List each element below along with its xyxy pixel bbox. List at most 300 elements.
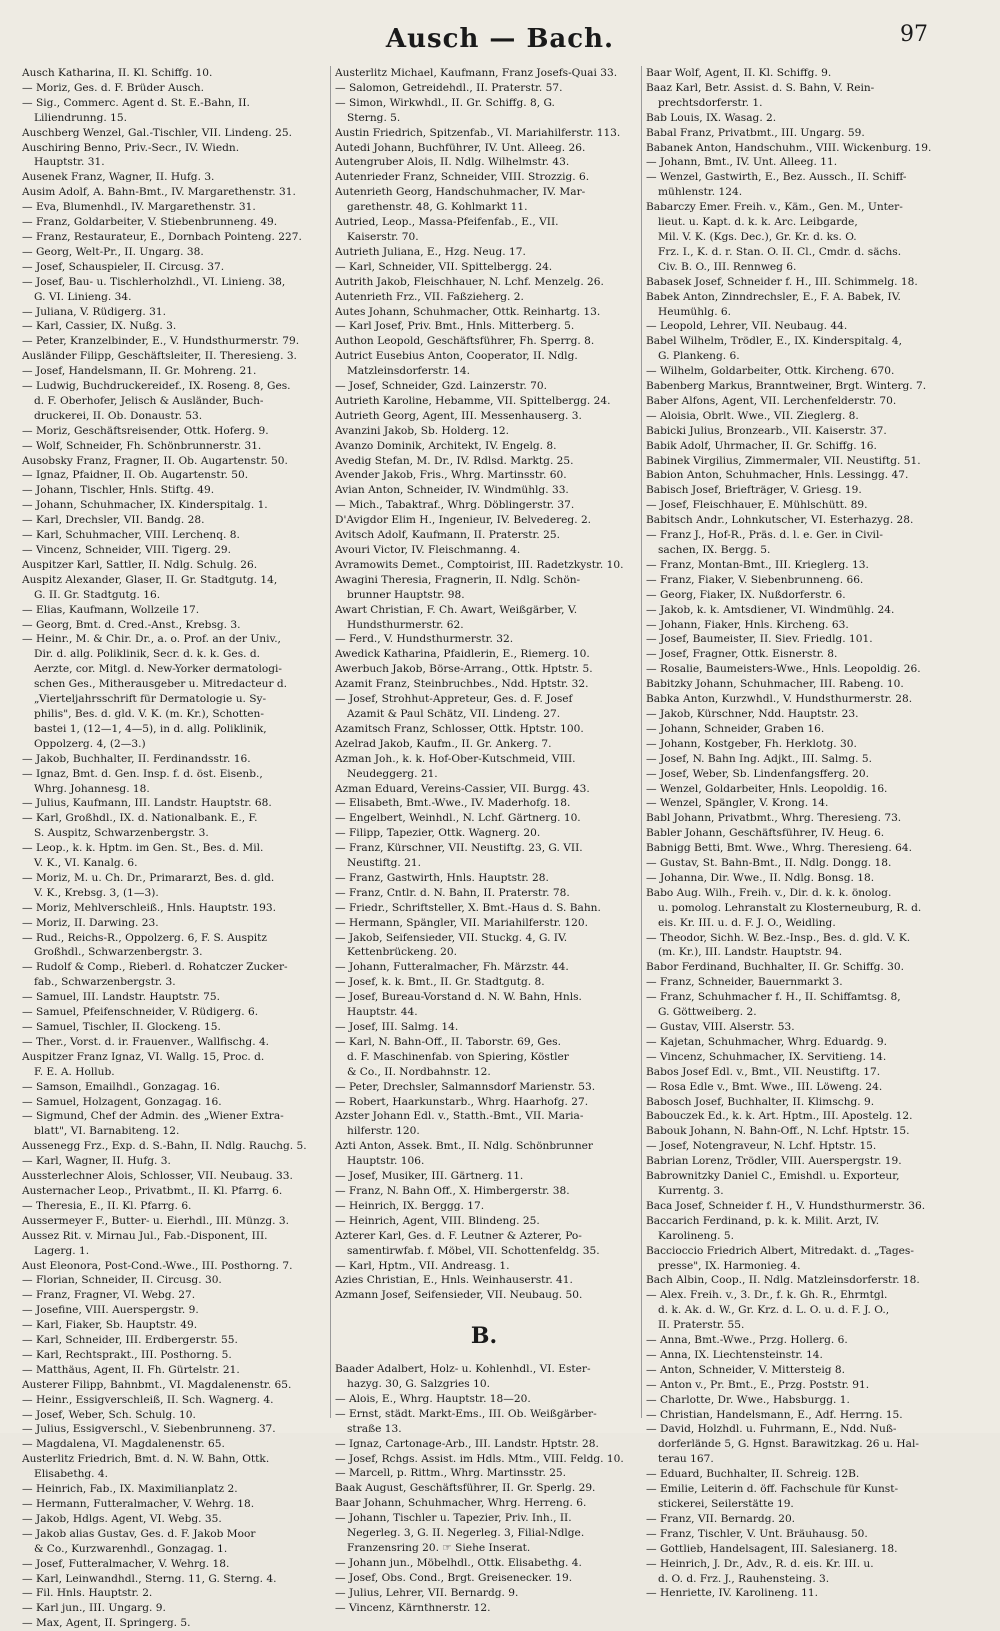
- directory-entry: — Karl, Großhdl., IX. d. Nationalbank. E., F.: [22, 812, 258, 825]
- directory-entry: — Karl, Fiaker, Sb. Hauptstr. 49.: [22, 1319, 198, 1332]
- directory-entry: Mil. V. K. (Kgs. Dec.), Gr. Kr. d. ks. O.: [658, 230, 857, 243]
- directory-entry: Ausim Adolf, A. Bahn-Bmt., IV. Margarethenstr. 31.: [22, 186, 296, 199]
- directory-entry: Babik Adolf, Uhrmacher, II. Gr. Schiffg. 16.: [646, 439, 877, 452]
- directory-entry: Baccarich Ferdinand, p. k. k. Milit. Arzt, IV.: [646, 1214, 880, 1227]
- directory-entry: — Wolf, Schneider, Fh. Schönbrunnerstr. 31.: [22, 439, 262, 452]
- directory-entry: Babisch Josef, Briefträger, V. Griesg. 19.: [646, 484, 862, 497]
- directory-entry: — Samson, Emailhdl., Gonzagag. 16.: [22, 1080, 220, 1093]
- directory-entry: G. VI. Linieng. 34.: [34, 290, 132, 303]
- directory-entry: — Anton, Schneider, V. Mittersteig 8.: [646, 1363, 846, 1376]
- directory-entry: — Simon, Wirkwhdl., II. Gr. Schiffg. 8, G.: [335, 96, 555, 109]
- directory-entry: Whrg. Johannesg. 18.: [34, 782, 150, 795]
- directory-entry: Azamit Franz, Steinbruchbes., Ndd. Hptstr. 32.: [335, 678, 589, 691]
- directory-entry: — Karl, Schneider, III. Erdbergerstr. 55.: [22, 1334, 238, 1347]
- directory-entry: Babitsch Andr., Lohnkutscher, VI. Esterhazyg. 28.: [646, 514, 914, 527]
- directory-entry: — Ludwig, Buchdruckereidef., IX. Roseng. 8, Ges.: [22, 380, 291, 393]
- directory-entry: — Josef, Fragner, Ottk. Eisnerstr. 8.: [646, 648, 838, 661]
- directory-entry: — Johann, Schuhmacher, IX. Kinderspitalg. 1.: [22, 499, 268, 512]
- directory-entry: — Jakob, k. k. Amtsdiener, VI. Windmühlg. 24.: [646, 603, 895, 616]
- directory-entry: u. pomolog. Lehranstalt zu Klosterneuburg, R. d.: [658, 901, 922, 914]
- directory-entry: — Moriz, M. u. Ch. Dr., Primararzt, Bes. d. gld.: [22, 871, 275, 884]
- directory-entry: — Vincenz, Schneider, VIII. Tigerg. 29.: [22, 544, 232, 556]
- directory-entry: Avouri Victor, IV. Fleischmanng. 4.: [335, 544, 521, 556]
- directory-entry: — Julius, Kaufmann, III. Landstr. Hauptstr. 68.: [22, 797, 272, 810]
- directory-entry: — Georg, Welt-Pr., II. Ungarg. 38.: [22, 245, 204, 258]
- directory-entry: — Johann, Futteralmacher, Fh. Märzstr. 44.: [335, 961, 569, 974]
- directory-entry: Babel Wilhelm, Trödler, E., IX. Kinderspitalg. 4,: [646, 335, 902, 348]
- directory-entry: — Franz, Kürschner, VII. Neustiftg. 23, G. VII.: [335, 842, 583, 855]
- directory-entry: — Moriz, Ges. d. F. Brüder Ausch.: [22, 81, 204, 94]
- directory-entry: — Engelbert, Weinhdl., N. Lchf. Gärtnerg. 10.: [335, 812, 581, 825]
- directory-entry: — Franz, Restaurateur, E., Dornbach Pointeng. 227.: [22, 230, 302, 243]
- directory-entry: — Samuel, Tischler, II. Glockeng. 15.: [22, 1021, 221, 1033]
- directory-entry: Babor Ferdinand, Buchhalter, II. Gr. Schiffg. 30.: [646, 961, 904, 974]
- directory-entry: lieut. u. Kapt. d. k. k. Arc. Leibgarde,: [658, 216, 858, 229]
- directory-entry: bastei 1, (12—1, 4—5), in d. allg. Poliklinik,: [34, 722, 267, 735]
- directory-entry: Azman Joh., k. k. Hof-Ober-Kutschmeid, VIII.: [335, 752, 576, 765]
- directory-entry: V. K., Krebsg. 3, (1—3).: [34, 886, 159, 899]
- directory-entry: — Franz, Goldarbeiter, V. Stiebenbrunneng. 49.: [22, 216, 278, 229]
- directory-entry: — Ignaz, Pfaidner, II. Ob. Augartenstr. 50.: [22, 469, 249, 482]
- directory-entry: — Franz, Schuhmacher f. H., II. Schiffamtsg. 8,: [646, 991, 901, 1004]
- directory-entry: hazyg. 30, G. Salzgries 10.: [347, 1378, 490, 1391]
- directory-entry: Austerlitz Michael, Kaufmann, Franz Josefs-Quai 33.: [335, 67, 618, 79]
- directory-entry: Austernacher Leop., Privatbmt., II. Kl. Pfarrg. 6.: [22, 1184, 283, 1197]
- directory-entry: & Co., Kurzwarenhdl., Gonzagag. 1.: [34, 1542, 228, 1555]
- directory-entry: — Charlotte, Dr. Wwe., Habsburgg. 1.: [646, 1393, 850, 1406]
- directory-entry: — Heinrich, IX. Berggg. 17.: [335, 1199, 485, 1212]
- directory-entry: — Jakob, Seifensieder, VII. Stuckg. 4, G. IV.: [335, 931, 568, 944]
- directory-entry: Ausenek Franz, Wagner, II. Hufg. 3.: [22, 171, 215, 184]
- directory-entry: — Josefine, VIII. Auerspergstr. 9.: [22, 1304, 199, 1317]
- directory-entry: Aerzte, cor. Mitgl. d. New-Yorker dermatologi-: [34, 663, 282, 676]
- directory-entry: Baaz Karl, Betr. Assist. d. S. Bahn, V. Rein-: [646, 81, 875, 94]
- directory-entry: Autrieth Juliana, E., Hzg. Neug. 17.: [335, 245, 526, 258]
- column-3: [641, 66, 972, 1600]
- directory-entry: II. Praterstr. 55.: [658, 1319, 745, 1332]
- directory-entry: Ausländer Filipp, Geschäftsleiter, II. Theresieng. 3.: [22, 350, 297, 363]
- directory-entry: Azti Anton, Assek. Bmt., II. Ndlg. Schönbrunner: [335, 1140, 593, 1153]
- directory-entry: V. K., VI. Kanalg. 6.: [34, 857, 138, 870]
- directory-entry: — Jakob, Hdlgs. Agent, VI. Webg. 35.: [22, 1512, 222, 1525]
- directory-entry: Azamit & Paul Schätz, VII. Lindeng. 27.: [347, 707, 561, 720]
- directory-entry: — Johann, Tischler u. Tapezier, Priv. Inh., II.: [335, 1512, 572, 1525]
- directory-entry: Ausobsky Franz, Fragner, II. Ob. Augartenstr. 50.: [22, 454, 288, 467]
- directory-entry: — Josef, Handelsmann, II. Gr. Mohreng. 21.: [22, 365, 257, 378]
- directory-entry: Awedick Katharina, Pfaidlerin, E., Riemerg. 10.: [335, 648, 590, 661]
- directory-entry: — Wenzel, Spängler, V. Krong. 14.: [646, 797, 829, 810]
- directory-entry: — Ernst, städt. Markt-Ems., III. Ob. Weißgärber-: [335, 1407, 597, 1420]
- directory-entry: — Josef, Bureau-Vorstand d. N. W. Bahn, Hnls.: [335, 991, 582, 1004]
- directory-entry: — Magdalena, VI. Magdalenenstr. 65.: [22, 1438, 225, 1451]
- directory-entry: Azterer Karl, Ges. d. F. Leutner & Azterer, Po-: [335, 1229, 582, 1242]
- directory-entry: — Jakob alias Gustav, Ges. d. F. Jakob Moor: [22, 1527, 256, 1540]
- directory-entry: Babarczy Emer. Freih. v., Käm., Gen. M., Unter-: [646, 201, 903, 214]
- directory-entry: — Karl, N. Bahn-Off., II. Taborstr. 69, Ges.: [335, 1035, 561, 1048]
- directory-entry: Hauptstr. 44.: [347, 1006, 418, 1019]
- directory-entry: Neudeggerg. 21.: [347, 767, 438, 780]
- directory-entry: Auspitz Alexander, Glaser, II. Gr. Stadtgutg. 14,: [22, 573, 278, 586]
- directory-entry: Avedig Stefan, M. Dr., IV. Rdlsd. Marktg. 25.: [335, 454, 574, 467]
- directory-entry: — Leopold, Lehrer, VII. Neubaug. 44.: [646, 320, 848, 333]
- directory-entry: Azelrad Jakob, Kaufm., II. Gr. Ankerg. 7.: [335, 737, 552, 750]
- directory-entry: Babek Anton, Zinndrechsler, E., F. A. Babek, IV.: [646, 290, 901, 303]
- directory-entry: Baar Johann, Schuhmacher, Whrg. Herreng. 6.: [335, 1497, 587, 1510]
- directory-entry: brunner Hauptstr. 98.: [347, 588, 465, 601]
- directory-entry: — Josef, Notengraveur, N. Lchf. Hptstr. 15.: [646, 1140, 877, 1153]
- directory-entry: Azies Christian, E., Hnls. Weinhauserstr. 41.: [335, 1274, 573, 1287]
- directory-entry: — Josef, Schneider, Gzd. Lainzerstr. 70.: [335, 380, 547, 393]
- directory-entry: Kurrentg. 3.: [658, 1184, 724, 1197]
- directory-entry: Authon Leopold, Geschäftsführer, Fh. Sperrg. 8.: [335, 335, 595, 348]
- directory-entry: — Rosalie, Baumeisters-Wwe., Hnls. Leopoldig. 26.: [646, 663, 921, 676]
- directory-entry: mühlenstr. 124.: [658, 186, 743, 199]
- directory-entry: — Samuel, Holzagent, Gonzagag. 16.: [22, 1095, 222, 1108]
- column-2: [330, 66, 633, 1614]
- directory-entry: Baader Adalbert, Holz- u. Kohlenhdl., VI. Ester-: [335, 1363, 591, 1376]
- directory-entry: — Josef, k. k. Bmt., II. Gr. Stadtgutg. 8.: [335, 976, 545, 989]
- directory-entry: Awart Christian, F. Ch. Awart, Weißgärber, V.: [335, 603, 578, 616]
- directory-entry: — Josef, Musiker, III. Gärtnerg. 11.: [335, 1170, 524, 1183]
- directory-entry: — Johann, Tischler, Hnls. Stiftg. 49.: [22, 484, 215, 497]
- directory-entry: Austerlitz Friedrich, Bmt. d. N. W. Bahn, Ottk.: [22, 1453, 270, 1466]
- directory-entry: — Friedr., Schriftsteller, X. Bmt.-Haus d. S. Bahn.: [335, 901, 601, 914]
- directory-entry: Oppolzerg. 4, (2—3.): [34, 737, 146, 750]
- directory-entry: Karolineng. 5.: [658, 1229, 734, 1242]
- directory-entry: — Sig., Commerc. Agent d. St. E.-Bahn, II.: [22, 96, 250, 109]
- directory-entry: — Josef, Fleischhauer, E. Mühlschütt. 89.: [646, 499, 868, 512]
- directory-entry: — Theodor, Sichh. W. Bez.-Insp., Bes. d. gld. V. K.: [646, 931, 911, 944]
- directory-entry: Aussez Rit. v. Mirnau Jul., Fab.-Disponent, III.: [22, 1229, 268, 1242]
- directory-entry: — Gottlieb, Handelsagent, III. Salesianerg. 18.: [646, 1542, 898, 1555]
- directory-entry: — Heinrich, J. Dr., Adv., R. d. eis. Kr. III. u.: [646, 1557, 874, 1570]
- directory-entry: — Josef, Obs. Cond., Brgt. Greisenecker. 19.: [335, 1571, 573, 1584]
- directory-entry: — Alois, E., Whrg. Hauptstr. 18—20.: [335, 1392, 531, 1405]
- directory-entry: — Mich., Tabaktraf., Whrg. Döblingerstr. 37.: [335, 499, 575, 512]
- directory-entry: Babion Anton, Schuhmacher, Hnls. Lessingg. 47.: [646, 469, 909, 482]
- directory-entry: — Franz, N. Bahn Off., X. Himbergerstr. 38.: [335, 1184, 570, 1197]
- directory-entry: Babouk Johann, N. Bahn-Off., N. Lchf. Hptstr. 15.: [646, 1125, 910, 1138]
- directory-entry: Autes Johann, Schuhmacher, Ottk. Reinhartg. 13.: [335, 305, 601, 318]
- directory-entry: — Ignaz, Cartonage-Arb., III. Landstr. Hptstr. 28.: [335, 1437, 599, 1450]
- directory-entry: — Franz, Gastwirth, Hnls. Hauptstr. 28.: [335, 871, 549, 884]
- directory-entry: fab., Schwarzenbergstr. 3.: [34, 976, 176, 989]
- directory-entry: samentirwfab. f. Möbel, VII. Schottenfeldg. 35.: [347, 1244, 600, 1257]
- directory-entry: Neustiftg. 21.: [347, 857, 421, 870]
- directory-entry: — Karl, Rechtsprakt., III. Posthorng. 5.: [22, 1348, 232, 1361]
- directory-entry: Hauptstr. 106.: [347, 1155, 425, 1168]
- directory-entry: Babouczek Ed., k. k. Art. Hptm., III. Apostelg. 12.: [646, 1110, 913, 1123]
- directory-entry: — Peter, Kranzelbinder, E., V. Hundsthurmerstr. 79.: [22, 335, 300, 348]
- directory-entry: Matzleinsdorferstr. 14.: [347, 365, 470, 378]
- directory-entry: — Georg, Fiaker, IX. Nußdorferstr. 6.: [646, 588, 846, 601]
- directory-entry: — Ferd., V. Hundsthurmerstr. 32.: [335, 633, 514, 646]
- directory-entry: sachen, IX. Bergg. 5.: [658, 544, 771, 556]
- directory-entry: — Heinrich, Fab., IX. Maximilianplatz 2.: [22, 1483, 238, 1496]
- directory-entry: Azman Eduard, Vereins-Cassier, VII. Burgg. 43.: [335, 782, 590, 795]
- directory-entry: — Franz, VII. Bernardg. 20.: [646, 1512, 796, 1525]
- directory-entry: blatt", VI. Barnabiteng. 12.: [34, 1125, 180, 1138]
- directory-entry: Hundsthurmerstr. 62.: [347, 618, 464, 631]
- directory-entry: — Josef, Strohhut-Appreteur, Ges. d. F. Josef: [335, 693, 573, 706]
- directory-entry: Hauptstr. 31.: [34, 156, 105, 169]
- directory-entry: — Peter, Drechsler, Salmannsdorf Marienstr. 53.: [335, 1080, 596, 1093]
- directory-entry: Babrian Lorenz, Trödler, VIII. Auerspergstr. 19.: [646, 1155, 902, 1168]
- directory-entry: Civ. B. O., III. Rennweg 6.: [658, 260, 797, 273]
- directory-entry: — Robert, Haarkunstarb., Whrg. Haarhofg. 27.: [335, 1095, 589, 1108]
- directory-entry: Baak August, Geschäftsführer, II. Gr. Sperlg. 29.: [335, 1482, 596, 1495]
- directory-entry: Baca Josef, Schneider f. H., V. Hundsthurmerstr. 36.: [646, 1199, 926, 1212]
- directory-entry: — Samuel, III. Landstr. Hauptstr. 75.: [22, 991, 220, 1004]
- directory-entry: — Hermann, Spängler, VII. Mariahilferstr. 120.: [335, 916, 588, 929]
- directory-entry: — Rosa Edle v., Bmt. Wwe., III. Löweng. 24.: [646, 1080, 883, 1093]
- directory-entry: Baber Alfons, Agent, VII. Lerchenfelderstr. 70.: [646, 394, 897, 407]
- page-number: 97: [900, 22, 928, 47]
- directory-entry: Kaiserstr. 70.: [347, 230, 419, 243]
- page-header: [0, 18, 1000, 62]
- directory-entry: Frz. I., K. d. r. Stan. O. II. Cl., Cmdr. d. sächs.: [658, 245, 902, 258]
- directory-entry: Babl Johann, Privatbmt., Whrg. Theresieng. 73.: [646, 812, 902, 825]
- directory-entry: — Johanna, Dir. Wwe., II. Ndlg. Bonsg. 18.: [646, 871, 875, 884]
- directory-entry: Aussterlechner Alois, Schlosser, VII. Neubaug. 33.: [22, 1170, 293, 1183]
- directory-entry: — Karl, Hptm., VII. Andreasg. 1.: [335, 1259, 510, 1272]
- directory-entry: — Anna, IX. Liechtensteinstr. 14.: [646, 1348, 823, 1361]
- directory-entry: Autedi Johann, Buchführer, IV. Unt. Alleeg. 26.: [335, 141, 586, 154]
- directory-entry: G. II. Gr. Stadtgutg. 16.: [34, 588, 161, 601]
- directory-entry: Franzensring 20. ☞ Siehe Inserat.: [347, 1542, 531, 1554]
- directory-entry: d. F. Maschinenfab. von Spiering, Köstler: [347, 1050, 569, 1063]
- directory-entry: d. F. Oberhofer, Jelisch & Ausländer, Buch-: [34, 394, 264, 407]
- directory-entry: Auspitzer Karl, Sattler, II. Ndlg. Schulg. 26.: [22, 558, 258, 571]
- directory-columns: [22, 66, 972, 1630]
- directory-entry: Austerer Filipp, Bahnbmt., VI. Magdalenenstr. 65.: [22, 1378, 292, 1391]
- directory-entry: Babler Johann, Geschäftsführer, IV. Heug. 6.: [646, 827, 885, 840]
- directory-entry: — Josef, III. Salmg. 14.: [335, 1021, 459, 1033]
- directory-entry: — Heinr., Essigverschleiß, II. Sch. Wagnerg. 4.: [22, 1393, 274, 1406]
- directory-entry: — Heinr., M. & Chir. Dr., a. o. Prof. an der Univ.,: [22, 633, 281, 646]
- directory-entry: — Franz, Cntlr. d. N. Bahn, II. Praterstr. 78.: [335, 886, 570, 899]
- directory-entry: — Rud., Reichs-R., Oppolzerg. 6, F. S. Auspitz: [22, 931, 268, 944]
- directory-entry: — Henriette, IV. Karolineng. 11.: [646, 1587, 818, 1600]
- directory-entry: schen Ges., Mitherausgeber u. Mitredacteur d.: [34, 678, 288, 691]
- directory-entry: Babal Franz, Privatbmt., III. Ungarg. 59.: [646, 126, 865, 139]
- directory-entry: „Vierteljahrsschrift für Dermatologie u. Sy-: [34, 693, 267, 706]
- directory-entry: Babka Anton, Kurzwhdl., V. Hundsthurmerstr. 28.: [646, 693, 913, 706]
- directory-entry: Avanzini Jakob, Sb. Holderg. 12.: [335, 424, 510, 437]
- directory-entry: Auschiring Benno, Priv.-Secr., IV. Wiedn.: [22, 141, 240, 154]
- directory-entry: Avitsch Adolf, Kaufmann, II. Praterstr. 25.: [335, 529, 560, 542]
- directory-entry: — Kajetan, Schuhmacher, Whrg. Eduardg. 9.: [646, 1035, 887, 1048]
- directory-entry: — Eva, Blumenhdl., IV. Margarethenstr. 31.: [22, 201, 256, 214]
- directory-entry: Avramowits Demet., Comptoirist, III. Radetzkystr. 10.: [335, 558, 624, 571]
- directory-entry: Sterng. 5.: [347, 111, 401, 124]
- directory-entry: terau 167.: [658, 1453, 714, 1466]
- directory-entry: — Theresia, E., II. Kl. Pfarrg. 6.: [22, 1199, 192, 1212]
- directory-entry: — Franz, Fragner, VI. Webg. 27.: [22, 1289, 196, 1302]
- directory-entry: — Elias, Kaufmann, Wollzeile 17.: [22, 603, 200, 616]
- directory-entry: druckerei, II. Ob. Donaustr. 53.: [34, 409, 203, 422]
- directory-entry: — Jakob, Buchhalter, II. Ferdinandsstr. 16.: [22, 752, 251, 765]
- directory-entry: — Moriz, Geschäftsreisender, Ottk. Hoferg. 9.: [22, 424, 269, 437]
- directory-entry: prechtsdorferstr. 1.: [658, 96, 763, 109]
- directory-entry: Azamitsch Franz, Schlosser, Ottk. Hptstr. 100.: [335, 722, 584, 735]
- directory-entry: Babasek Josef, Schneider f. H., III. Schimmelg. 18.: [646, 275, 918, 288]
- directory-entry: — Moriz, Mehlverschleiß., Hnls. Hauptstr. 193.: [22, 901, 276, 914]
- directory-entry: — David, Holzhdl. u. Fuhrmann, E., Ndd. Nuß-: [646, 1423, 897, 1436]
- directory-entry: — Alex. Freih. v., 3. Dr., f. k. Gh. R., Ehrmtgl.: [646, 1289, 888, 1302]
- directory-entry: eis. Kr. III. u. d. F. J. O., Weidling.: [658, 916, 836, 929]
- directory-entry: — Gustav, VIII. Alserstr. 53.: [646, 1021, 795, 1033]
- directory-entry: Babosch Josef, Buchhalter, II. Klimschg. 9.: [646, 1095, 875, 1108]
- directory-entry: — Sigmund, Chef der Admin. des „Wiener Extra-: [22, 1110, 284, 1123]
- directory-entry: — Jakob, Kürschner, Ndd. Hauptstr. 23.: [646, 707, 859, 720]
- directory-entry: Aussermeyer F., Butter- u. Eierhdl., III. Münzg. 3.: [22, 1214, 289, 1227]
- directory-entry: & Co., II. Nordbahnstr. 12.: [347, 1065, 491, 1078]
- directory-entry: Autrith Jakob, Fleischhauer, N. Lchf. Menzelg. 26.: [335, 275, 604, 288]
- directory-entry: — Julius, Essigverschl., V. Siebenbrunneng. 37.: [22, 1423, 276, 1436]
- directory-entry: — Wenzel, Goldarbeiter, Hnls. Leopoldig. 16.: [646, 782, 888, 795]
- directory-entry: Dir. d. allg. Poliklinik, Secr. d. k. k. Ges. d.: [34, 648, 261, 661]
- directory-entry: stickerei, Seilerstätte 19.: [658, 1498, 794, 1510]
- directory-entry: G. Göttweiberg. 2.: [658, 1006, 757, 1019]
- directory-entry: — Christian, Handelsmann, E., Adf. Herrng. 15.: [646, 1408, 903, 1421]
- directory-entry: Awerbuch Jakob, Börse-Arrang., Ottk. Hptstr. 5.: [335, 663, 593, 676]
- directory-entry: — Vincenz, Kärnthnerstr. 12.: [335, 1601, 491, 1614]
- directory-entry: — Ignaz, Bmt. d. Gen. Insp. f. d. öst. Eisenb.,: [22, 767, 263, 780]
- directory-entry: — Elisabeth, Bmt.-Wwe., IV. Maderhofg. 18.: [335, 797, 571, 810]
- directory-entry: — Karl, Cassier, IX. Nußg. 3.: [22, 320, 177, 333]
- directory-entry: — Ther., Vorst. d. ir. Frauenver., Wallfischg. 4.: [22, 1035, 270, 1048]
- directory-entry: Liliendrunng. 15.: [34, 111, 127, 124]
- directory-entry: Babo Aug. Wilh., Freih. v., Dir. d. k. k. önolog.: [646, 886, 892, 899]
- directory-entry: — Karl, Schneider, VII. Spittelbergg. 24.: [335, 260, 553, 273]
- directory-entry: — Karl, Schuhmacher, VIII. Lerchenq. 8.: [22, 529, 240, 542]
- directory-entry: Azster Johann Edl. v., Statth.-Bmt., VII. Maria-: [335, 1110, 584, 1123]
- directory-entry: — Juliana, V. Rüdigerg. 31.: [22, 305, 166, 318]
- directory-entry: Babenberg Markus, Branntweiner, Brgt. Winterg. 7.: [646, 380, 927, 393]
- directory-entry: — Vincenz, Schuhmacher, IX. Servitieng. 14.: [646, 1050, 887, 1063]
- directory-entry: Babnigg Betti, Bmt. Wwe., Whrg. Theresieng. 64.: [646, 842, 912, 855]
- directory-entry: S. Auspitz, Schwarzenbergstr. 3.: [34, 827, 209, 840]
- directory-entry: — Anna, Bmt.-Wwe., Przg. Hollerg. 6.: [646, 1334, 848, 1347]
- directory-entry: — Josef, N. Bahn Ing. Adjkt., III. Salmg. 5.: [646, 752, 872, 765]
- directory-entry: — Wilhelm, Goldarbeiter, Ottk. Kircheng. 670.: [646, 365, 895, 378]
- directory-entry: — Samuel, Pfeifenschneider, V. Rüdigerg. 6.: [22, 1006, 259, 1019]
- directory-entry: Austin Friedrich, Spitzenfab., VI. Mariahilferstr. 113.: [335, 126, 621, 139]
- directory-entry: — Franz, Montan-Bmt., III. Krieglerg. 13.: [646, 558, 869, 571]
- directory-entry: Avian Anton, Schneider, IV. Windmühlg. 33.: [335, 484, 569, 497]
- directory-entry: — Franz, Tischler, V. Unt. Bräuhausg. 50.: [646, 1527, 868, 1540]
- directory-entry: presse", IX. Harmonieg. 4.: [658, 1259, 801, 1272]
- directory-entry: dorferlände 5, G. Hgnst. Barawitzkag. 26 u. Hal-: [658, 1438, 919, 1451]
- directory-entry: philis", Bes. d. gld. V. K. (m. Kr.), Schotten-: [34, 707, 264, 720]
- directory-entry: — Georg, Bmt. d. Cred.-Anst., Krebsg. 3.: [22, 618, 241, 631]
- directory-entry: Autrict Eusebius Anton, Cooperator, II. Ndlg.: [335, 350, 578, 363]
- directory-entry: — Leop., k. k. Hptm. im Gen. St., Bes. d. Mil.: [22, 842, 264, 855]
- directory-entry: — Karl, Drechsler, VII. Bandg. 28.: [22, 514, 205, 527]
- directory-entry: Babicki Julius, Bronzearb., VII. Kaiserstr. 37.: [646, 424, 887, 437]
- directory-entry: Babinek Virgilius, Zimmermaler, VII. Neustiftg. 51.: [646, 454, 921, 467]
- directory-entry: Babrownitzky Daniel C., Emishdl. u. Exporteur,: [646, 1170, 900, 1183]
- directory-entry: Avanzo Dominik, Architekt, IV. Engelg. 8.: [335, 439, 557, 452]
- directory-entry: — Moriz, II. Darwing. 23.: [22, 916, 159, 929]
- directory-entry: Autenrieth Frz., VII. Faßzieherg. 2.: [335, 290, 524, 303]
- directory-entry: garethenstr. 48, G. Kohlmarkt 11.: [347, 201, 528, 214]
- directory-entry: d. O. d. Frz. J., Rauhensteing. 3.: [658, 1572, 830, 1585]
- directory-entry: Babanek Anton, Handschuhm., VIII. Wickenburg. 19.: [646, 141, 932, 154]
- directory-entry: Autried, Leop., Massa-Pfeifenfab., E., VII.: [335, 216, 559, 229]
- directory-entry: D'Avigdor Elim H., Ingenieur, IV. Belvedereg. 2.: [335, 514, 592, 527]
- directory-entry: — Josef, Rchgs. Assist. im Hdls. Mtm., VIII. Feldg. 10.: [335, 1452, 624, 1465]
- directory-entry: — Salomon, Getreidehdl., II. Praterstr. 57.: [335, 81, 563, 94]
- directory-entry: — Franz J., Hof-R., Präs. d. l. e. Ger. in Civil-: [646, 529, 883, 542]
- directory-entry: — Heinrich, Agent, VIII. Blindeng. 25.: [335, 1214, 540, 1227]
- directory-entry: — Gustav, St. Bahn-Bmt., II. Ndlg. Dongg. 18.: [646, 857, 892, 870]
- directory-entry: (m. Kr.), III. Landstr. Hauptstr. 94.: [658, 946, 843, 959]
- directory-entry: Baccioccio Friedrich Albert, Mitredakt. d. „Tages-: [646, 1244, 914, 1257]
- directory-entry: F. E. A. Hollub.: [34, 1065, 115, 1078]
- directory-entry: — Johann, Kostgeber, Fh. Herklotg. 30.: [646, 737, 857, 750]
- directory-entry: d. k. Ak. d. W., Gr. Krz. d. L. O. u. d. F. J. O.,: [658, 1304, 890, 1317]
- directory-entry: — Johann jun., Möbelhdl., Ottk. Elisabethg. 4.: [335, 1556, 582, 1569]
- directory-entry: Ausch Katharina, II. Kl. Schiffg. 10.: [22, 67, 213, 79]
- directory-entry: Elisabethg. 4.: [34, 1468, 109, 1481]
- directory-entry: — Josef, Baumeister, II. Siev. Friedlg. 101.: [646, 633, 873, 646]
- directory-entry: — Josef, Weber, Sb. Lindenfangsfferg. 20.: [646, 767, 869, 780]
- directory-entry: Baar Wolf, Agent, II. Kl. Schiffg. 9.: [646, 67, 832, 79]
- directory-entry: — Johann, Schneider, Graben 16.: [646, 722, 825, 735]
- directory-entry: — Wenzel, Gastwirth, E., Bez. Aussch., II. Schiff-: [646, 171, 907, 184]
- directory-entry: — Rudolf & Comp., Rieberl. d. Rohatczer Zucker-: [22, 961, 288, 974]
- directory-entry: — Franz, Fiaker, V. Siebenbrunneng. 66.: [646, 573, 864, 586]
- directory-entry: — Marcell, p. Rittm., Whrg. Martinsstr. 25.: [335, 1467, 567, 1480]
- directory-entry: hilferstr. 120.: [347, 1125, 420, 1138]
- directory-entry: Auschberg Wenzel, Gal.-Tischler, VII. Lindeng. 25.: [22, 126, 292, 139]
- directory-entry: straße 13.: [347, 1422, 402, 1435]
- directory-entry: — Josef, Futteralmacher, V. Wehrg. 18.: [22, 1557, 230, 1570]
- directory-entry: — Filipp, Tapezier, Ottk. Wagnerg. 20.: [335, 827, 541, 840]
- directory-entry: — Julius, Lehrer, VII. Bernardg. 9.: [335, 1586, 519, 1599]
- directory-entry: — Eduard, Buchhalter, II. Schreig. 12B.: [646, 1468, 860, 1481]
- directory-entry: Aust Eleonora, Post-Cond.-Wwe., III. Posthorng. 7.: [22, 1259, 293, 1272]
- directory-entry: Babos Josef Edl. v., Bmt., VII. Neustiftg. 17.: [646, 1065, 881, 1078]
- directory-entry: Awagini Theresia, Fragnerin, II. Ndlg. Schön-: [335, 573, 581, 586]
- directory-entry: — Karl Josef, Priv. Bmt., Hnls. Mitterberg. 5.: [335, 320, 575, 333]
- directory-entry: — Matthäus, Agent, II. Fh. Gürtelstr. 21.: [22, 1363, 240, 1376]
- directory-entry: Autenrieder Franz, Schneider, VIII. Strozzig. 6.: [335, 171, 590, 184]
- directory-entry: — Hermann, Futteralmacher, V. Wehrg. 18.: [22, 1498, 255, 1510]
- page-title: Ausch — Bach.: [385, 24, 615, 54]
- directory-entry: Auspitzer Franz Ignaz, VI. Wallg. 15, Proc. d.: [22, 1050, 265, 1063]
- directory-entry: Babitzky Johann, Schuhmacher, III. Rabeng. 10.: [646, 678, 904, 691]
- section-heading: B.: [470, 1323, 498, 1350]
- directory-entry: — Josef, Weber, Sch. Schulg. 10.: [22, 1408, 196, 1421]
- directory-entry: Kettenbrückeng. 20.: [347, 946, 457, 959]
- directory-entry: Bab Louis, IX. Wasag. 2.: [646, 111, 777, 124]
- directory-entry: — Karl jun., III. Ungarg. 9.: [22, 1602, 166, 1615]
- directory-entry: — Josef, Schauspieler, II. Circusg. 37.: [22, 260, 225, 273]
- directory-entry: Autrieth Karoline, Hebamme, VII. Spittelbergg. 24.: [335, 394, 611, 407]
- directory-entry: G. Plankeng. 6.: [658, 350, 740, 363]
- directory-entry: Bach Albin, Coop., II. Ndlg. Matzleinsdorferstr. 18.: [646, 1274, 920, 1287]
- directory-entry: Avender Jakob, Fris., Whrg. Martinsstr. 60.: [335, 469, 567, 482]
- column-1: [22, 66, 324, 1630]
- directory-entry: Aussenegg Frz., Exp. d. S.-Bahn, II. Ndlg. Rauchg. 5.: [22, 1140, 307, 1153]
- directory-entry: Negerleg. 3, G. II. Negerleg. 3, Filial-Ndlge.: [347, 1527, 585, 1540]
- directory-entry: Großhdl., Schwarzenbergstr. 3.: [34, 946, 203, 959]
- directory-entry: — Franz, Schneider, Bauernmarkt 3.: [646, 976, 843, 989]
- directory-entry: — Karl, Wagner, II. Hufg. 3.: [22, 1155, 171, 1168]
